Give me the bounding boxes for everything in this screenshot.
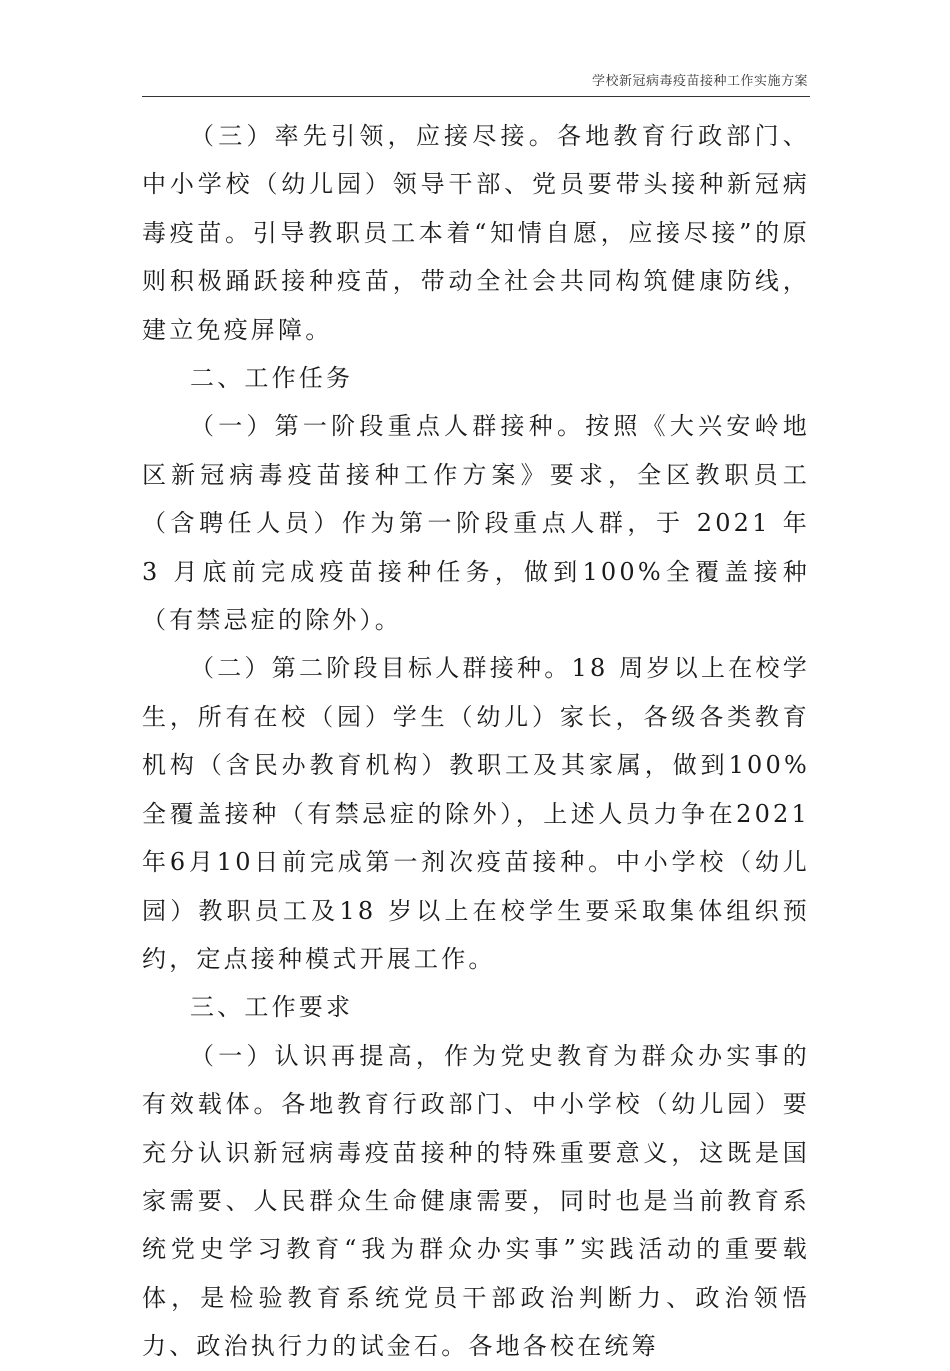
section-heading-work-tasks: 二、工作任务 <box>190 364 354 393</box>
document-body <box>142 112 810 1371</box>
paragraph-lead-by-example: （三）率先引领，应接尽接。各地教育行政部门、中小学校（幼儿园）领导干部、党员要带头接种新冠病毒疫苗。引导教职员工本着“知情自愿，应接尽接”的原则积极踊跃接种疫苗，带动全社会共同构筑健康防线，建立免疫屏障。 <box>142 122 810 344</box>
page-header <box>142 68 810 97</box>
paragraph-stage-two: （二）第二阶段目标人群接种。18 周岁以上在校学生，所有在校（园）学生（幼儿）家长，各级各类教育机构（含民办教育机构）教职工及其家属，做到100%全覆盖接种（有禁忌症的除外），上述人员力争在2021年6月10日前完成第一剂次疫苗接种。中小学校（幼儿园）教职员工及18 岁以上在校学生要采取集体组织预约，定点接种模式开展工作。 <box>142 654 810 973</box>
paragraph-requirement-one: （一）认识再提高，作为党史教育为群众办实事的有效载体。各地教育行政部门、中小学校（幼儿园）要充分认识新冠病毒疫苗接种的特殊重要意义，这既是国家需要、人民群众生命健康需要，同时也是当前教育系统党史学习教育“我为群众办实事”实践活动的重要载体，是检验教育系统党员干部政治判断力、政治领悟力、政治执行力的试金石。各地各校在统筹 <box>142 1041 810 1361</box>
paragraph-stage-one: （一）第一阶段重点人群接种。按照《大兴安岭地区新冠病毒疫苗接种工作方案》要求，全区教职员工（含聘任人员）作为第一阶段重点人群，于 2021 年 3 月底前完成疫苗接种任务，做到100%全覆盖接种（有禁忌症的除外）。 <box>142 412 810 635</box>
header-title: 学校新冠病毒疫苗接种工作实施方案 <box>591 74 808 89</box>
section-heading-work-requirements: 三、工作要求 <box>190 993 354 1022</box>
